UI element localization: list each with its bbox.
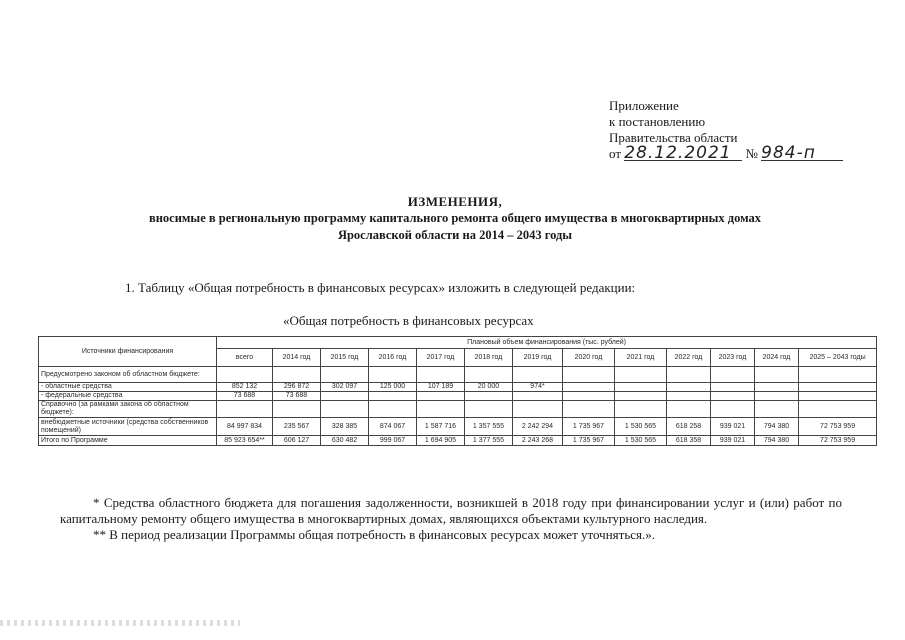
value-cell: 235 567 [273,418,321,436]
value-cell: 1 377 555 [465,436,513,446]
column-header: 2018 год [465,349,513,367]
value-cell [755,392,799,401]
value-cell [217,367,273,383]
value-cell [667,401,711,418]
value-cell: 618 258 [667,418,711,436]
footnote-1: * Средства областного бюджета для погашения задолженности, возникшей в 2018 году при финансировании услуг и (или) работ по капитальному ремонту общего имущества в многоквартирных домах, являющихся объектами культурного наследия. [60,495,842,526]
handwritten-number: 984-п [761,146,843,161]
footnote-2: ** В период реализации Программы общая потребность в финансовых ресурсах может уточняться.». [93,527,656,542]
appendix-date-line [609,143,843,163]
column-header: всего [217,349,273,367]
value-cell: 1 694 905 [417,436,465,446]
heading-subtitle-2: Ярославской области на 2014 – 2043 годы [337,228,573,242]
value-cell [711,383,755,392]
value-cell [667,392,711,401]
value-cell [711,401,755,418]
value-cell: 1 735 967 [563,436,615,446]
value-cell: 1 357 555 [465,418,513,436]
value-cell [711,367,755,383]
value-cell [799,401,877,418]
plan-group-header: Плановый объем финансирования (тыс. рублей) [217,337,877,349]
appendix-block [609,98,843,162]
value-cell: 85 923 654** [217,436,273,446]
value-cell: 852 132 [217,383,273,392]
column-header: 2017 год [417,349,465,367]
value-cell: 794 380 [755,418,799,436]
value-cell: 939 021 [711,436,755,446]
value-cell [755,401,799,418]
value-cell [417,367,465,383]
value-cell: 72 753 959 [799,436,877,446]
footnotes [60,495,842,543]
value-cell [615,367,667,383]
value-cell: 618 358 [667,436,711,446]
column-header: 2024 год [755,349,799,367]
value-cell: 1 530 565 [615,418,667,436]
value-cell [563,392,615,401]
value-cell [799,367,877,383]
value-cell [755,367,799,383]
source-cell: - областные средства [39,383,217,392]
value-cell: 974* [513,383,563,392]
value-cell: 999 067 [369,436,417,446]
value-cell [513,392,563,401]
value-cell: 939 021 [711,418,755,436]
document-heading [60,194,850,244]
heading-subtitle-1: вносимые в региональную программу капитального ремонта общего имущества в многоквартирных домах [148,211,762,225]
value-cell [799,392,877,401]
value-cell [615,401,667,418]
value-cell: 302 097 [321,383,369,392]
value-cell [799,383,877,392]
value-cell [321,401,369,418]
source-cell: Итого по Программе [39,436,217,446]
value-cell [321,367,369,383]
value-cell [369,367,417,383]
value-cell: 1 735 967 [563,418,615,436]
value-cell: 1 587 716 [417,418,465,436]
value-cell [563,367,615,383]
value-cell: 73 688 [273,392,321,401]
value-cell [417,401,465,418]
column-header: 2016 год [369,349,417,367]
item-1-text: 1. Таблицу «Общая потребность в финансовых ресурсах» изложить в следующей редакции: [125,280,636,295]
table-row [39,383,877,392]
value-cell: 794 380 [755,436,799,446]
table-row [39,392,877,401]
appendix-line-1: Приложение [609,98,679,113]
value-cell [755,383,799,392]
value-cell [513,401,563,418]
source-cell: Предусмотрено законом об областном бюджете: [39,367,217,383]
value-cell [369,401,417,418]
value-cell: 125 000 [369,383,417,392]
value-cell: 20 000 [465,383,513,392]
value-cell [711,392,755,401]
value-cell [563,383,615,392]
value-cell [465,401,513,418]
value-cell [417,392,465,401]
source-cell: внебюджетные источники (средства собственников помещений) [39,418,217,436]
value-cell [615,383,667,392]
value-cell [465,392,513,401]
source-cell: - федеральные средства [39,392,217,401]
column-header: 2014 год [273,349,321,367]
value-cell: 72 753 959 [799,418,877,436]
value-cell: 107 189 [417,383,465,392]
table-row [39,418,877,436]
scan-artifact [0,620,240,626]
from-label: от [609,146,622,161]
value-cell [563,401,615,418]
value-cell [615,392,667,401]
value-cell: 1 530 565 [615,436,667,446]
value-cell [667,383,711,392]
column-header: 2015 год [321,349,369,367]
column-header: 2021 год [615,349,667,367]
value-cell: 73 688 [217,392,273,401]
source-cell: Справочно (за рамками закона об областном бюджете): [39,401,217,418]
value-cell [667,367,711,383]
value-cell: 84 997 834 [217,418,273,436]
table-body [39,367,877,446]
value-cell [273,401,321,418]
column-header: 2019 год [513,349,563,367]
value-cell: 296 872 [273,383,321,392]
value-cell: 630 482 [321,436,369,446]
table-row [39,436,877,446]
appendix-line-2: к постановлению [609,114,706,129]
value-cell [513,367,563,383]
source-header: Источники финансирования [39,337,217,367]
value-cell [369,392,417,401]
financing-table [38,336,877,446]
value-cell: 2 243 268 [513,436,563,446]
handwritten-date: 28.12.2021 [624,146,742,161]
column-header: 2020 год [563,349,615,367]
value-cell [273,367,321,383]
heading-title: ИЗМЕНЕНИЯ, [407,194,503,209]
number-label: № [745,146,758,161]
value-cell: 606 127 [273,436,321,446]
table-caption: «Общая потребность в финансовых ресурсах [283,313,534,328]
value-cell: 874 067 [369,418,417,436]
value-cell: 328 385 [321,418,369,436]
value-cell [465,367,513,383]
value-cell [217,401,273,418]
column-header: 2023 год [711,349,755,367]
value-cell: 2 242 294 [513,418,563,436]
column-header: 2025 – 2043 годы [799,349,877,367]
appendix-line-3: Правительства области [609,130,738,145]
table-row [39,367,877,383]
value-cell [321,392,369,401]
column-header: 2022 год [667,349,711,367]
table-row [39,401,877,418]
